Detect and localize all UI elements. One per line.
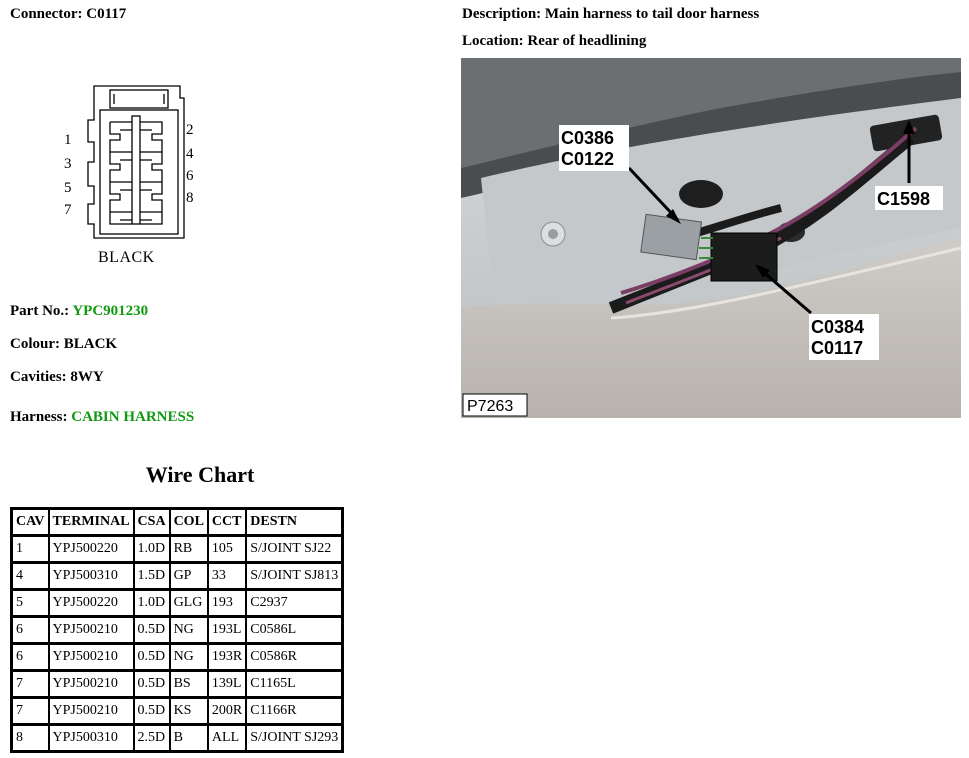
photo-reference: P7263 (467, 398, 514, 415)
cell-cct: 33 (209, 564, 247, 591)
cell-cct: 200R (209, 699, 247, 726)
cell-destn: S/JOINT SJ22 (247, 537, 341, 564)
header-csa: CSA (135, 510, 171, 537)
cell-destn: C1165L (247, 672, 341, 699)
cell-terminal: YPJ500310 (50, 726, 135, 750)
wire-chart-title: Wire Chart (145, 462, 255, 487)
table-row (13, 726, 341, 750)
cell-cct: ALL (209, 726, 247, 750)
harness-label: Harness: (10, 409, 72, 425)
cell-destn: C1166R (247, 699, 341, 726)
wire-chart-table (10, 507, 344, 753)
cavities-label: Cavities: 8WY (10, 369, 104, 385)
pin-label-1: 1 (64, 132, 72, 148)
cell-terminal: YPJ500220 (50, 591, 135, 618)
header-col: COL (171, 510, 209, 537)
cell-cav: 4 (13, 564, 50, 591)
cell-destn: S/JOINT SJ813 (247, 564, 341, 591)
cell-col: KS (171, 699, 209, 726)
cell-csa: 1.0D (135, 591, 171, 618)
pin-label-2: 2 (186, 122, 194, 138)
cell-terminal: YPJ500210 (50, 699, 135, 726)
cell-terminal: YPJ500210 (50, 672, 135, 699)
colour-label: Colour: BLACK (10, 336, 118, 352)
part-number-label: Part No.: (10, 303, 73, 319)
cell-cav: 7 (13, 699, 50, 726)
header-cct: CCT (209, 510, 247, 537)
cell-destn: C0586R (247, 645, 341, 672)
connector-label: Connector: C0117 (10, 6, 127, 22)
cell-col: BS (171, 672, 209, 699)
table-row (13, 591, 341, 618)
cell-col: NG (171, 618, 209, 645)
cell-terminal: YPJ500210 (50, 618, 135, 645)
cell-col: B (171, 726, 209, 750)
cell-cct: 105 (209, 537, 247, 564)
callout-c0386: C0386 (561, 128, 615, 148)
description-label: Description: Main harness to tail door harness (462, 6, 760, 22)
location-label: Location: Rear of headlining (462, 33, 647, 49)
cell-terminal: YPJ500210 (50, 645, 135, 672)
pin-label-4: 4 (186, 146, 194, 162)
callout-c0117: C0117 (811, 338, 864, 358)
header-cav: CAV (13, 510, 50, 537)
table-row (13, 564, 341, 591)
cell-col: NG (171, 645, 209, 672)
cell-csa: 0.5D (135, 645, 171, 672)
header-terminal: TERMINAL (50, 510, 135, 537)
cell-destn: C0586L (247, 618, 341, 645)
cell-destn: C2937 (247, 591, 341, 618)
connector-diagram (58, 80, 218, 270)
cell-cav: 5 (13, 591, 50, 618)
pin-label-3: 3 (64, 156, 72, 172)
table-row (13, 699, 341, 726)
harness (10, 409, 194, 426)
cell-cct: 193R (209, 645, 247, 672)
location-photo (461, 58, 961, 418)
cell-cav: 1 (13, 537, 50, 564)
harness-link[interactable]: CABIN HARNESS (71, 409, 195, 425)
cell-cav: 6 (13, 645, 50, 672)
pin-label-6: 6 (186, 168, 194, 184)
header-destn: DESTN (247, 510, 341, 537)
table-row (13, 618, 341, 645)
callout-c0122: C0122 (561, 149, 615, 169)
part-number (10, 303, 148, 320)
table-row (13, 672, 341, 699)
cell-col: GLG (171, 591, 209, 618)
cell-csa: 0.5D (135, 672, 171, 699)
callout-c1598: C1598 (877, 189, 931, 209)
cell-cct: 193L (209, 618, 247, 645)
cell-cct: 139L (209, 672, 247, 699)
pin-label-5: 5 (64, 180, 72, 196)
connector-colour-label: BLACK (98, 249, 155, 266)
cell-col: RB (171, 537, 209, 564)
cell-csa: 2.5D (135, 726, 171, 750)
cell-cav: 7 (13, 672, 50, 699)
cell-cct: 193 (209, 591, 247, 618)
callout-c0384: C0384 (811, 317, 865, 337)
cell-csa: 1.5D (135, 564, 171, 591)
cell-terminal: YPJ500220 (50, 537, 135, 564)
table-header-row (13, 510, 341, 537)
cell-csa: 1.0D (135, 537, 171, 564)
cell-terminal: YPJ500310 (50, 564, 135, 591)
pin-label-7: 7 (64, 202, 72, 218)
cell-cav: 6 (13, 618, 50, 645)
part-number-link[interactable]: YPC901230 (72, 303, 149, 319)
table-row (13, 645, 341, 672)
cell-csa: 0.5D (135, 618, 171, 645)
cell-destn: S/JOINT SJ293 (247, 726, 341, 750)
pin-label-8: 8 (186, 190, 194, 206)
cell-cav: 8 (13, 726, 50, 750)
cell-csa: 0.5D (135, 699, 171, 726)
cell-col: GP (171, 564, 209, 591)
table-row (13, 537, 341, 564)
